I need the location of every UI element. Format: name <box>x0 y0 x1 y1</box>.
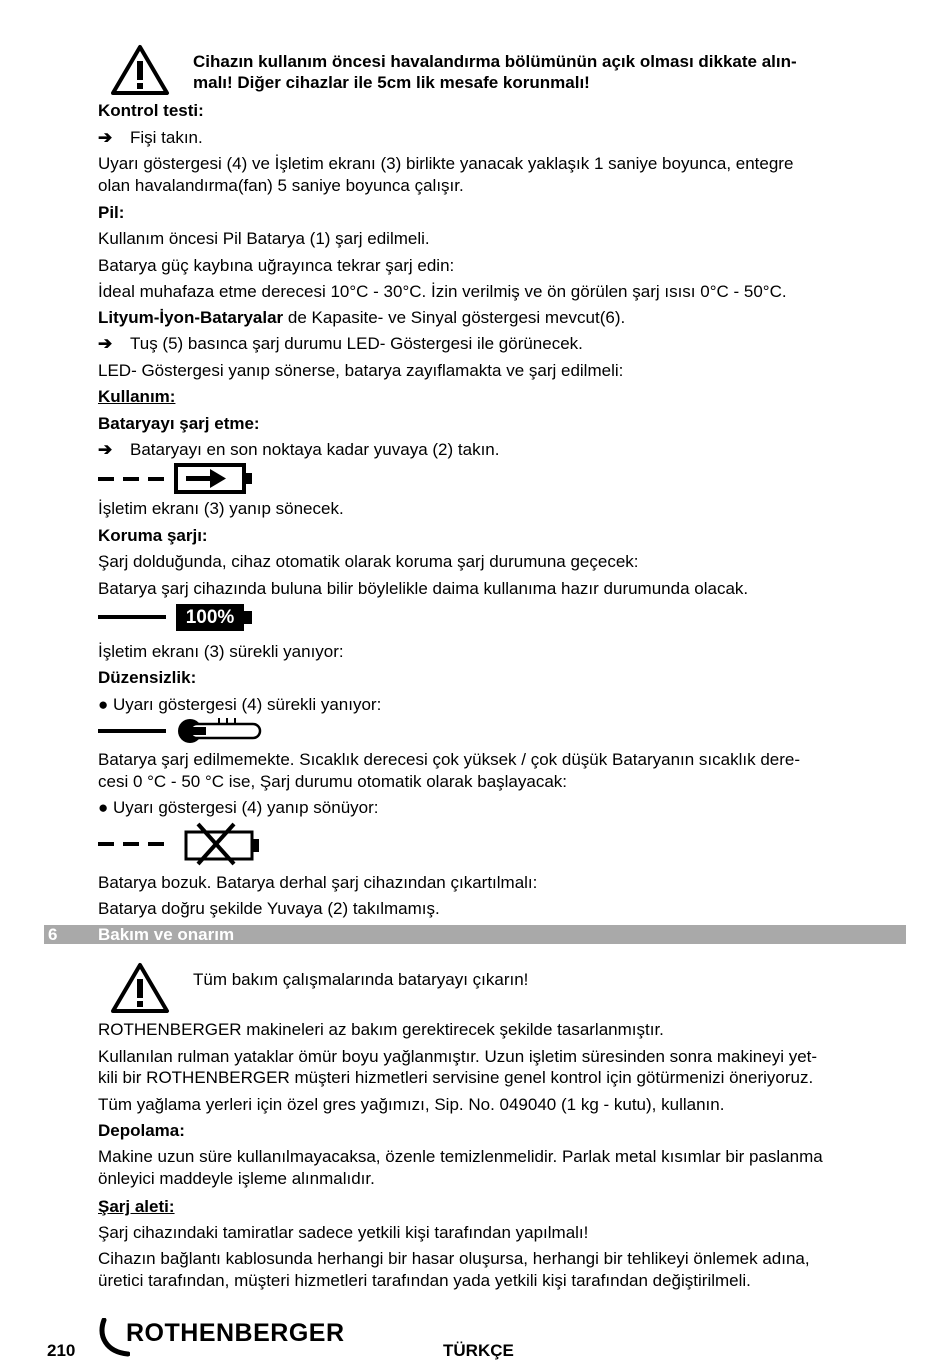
bakim-l1: ROTHENBERGER makineleri az bakım gerektirecek şekilde tasarlanmıştır. <box>98 1020 664 1039</box>
pil-l5 <box>98 333 908 355</box>
duzensizlik-heading: Düzensizlik: <box>98 668 197 687</box>
page-number: 210 <box>47 1341 76 1360</box>
arrow-icon: ➔ <box>98 440 113 459</box>
duzensizlik-p1: Batarya şarj edilmemekte. Sıcaklık derecesi çok yüksek / çok düşük Bataryanın sıcaklık dere- <box>98 750 801 769</box>
pil-l4-rest: de Kapasite- ve Sinyal göstergesi mevcut(6). <box>283 308 626 327</box>
kontrol-p1: Uyarı göstergesi (4) ve İşletim ekranı (3) birlikte yanacak yaklaşık 1 saniye boyunca, entegre <box>98 154 794 173</box>
pil-l6: LED- Göstergesi yanıp sönerse, batarya zayıflamakta ve şarj edilmeli: <box>98 361 624 380</box>
koruma-heading: Koruma şarjı: <box>98 526 208 545</box>
duzensizlik-l4: Batarya doğru şekilde Yuvaya (2) takılmamış. <box>98 899 440 918</box>
kontrol-heading: Kontrol testi: <box>98 101 204 120</box>
duzensizlik-b2: ● Uyarı göstergesi (4) yanıp sönüyor: <box>98 798 379 817</box>
kontrol-step-text: Fişi takın. <box>130 128 203 147</box>
arrow-icon: ➔ <box>98 334 113 353</box>
depolama-l2: önleyici maddeyle işleme alınmalıdır. <box>98 1169 375 1188</box>
koruma-l1: Şarj dolduğunda, cihaz otomatik olarak koruma şarj durumuna geçecek: <box>98 552 639 571</box>
section-title: Bakım ve onarım <box>98 925 235 944</box>
kullanim-step-text: Bataryayı en son noktaya kadar yuvaya (2) takın. <box>130 440 500 459</box>
warning2-text: Tüm bakım çalışmalarında bataryayı çıkarın! <box>193 970 529 989</box>
sarj-l1: Şarj cihazındaki tamiratlar sadece yetkili kişi tarafından yapılmalı! <box>98 1223 589 1242</box>
warning-triangle-icon <box>110 44 170 96</box>
pil-l2: Batarya güç kaybına uğrayınca tekrar şarj edin: <box>98 256 455 275</box>
kullanim-step <box>98 439 908 461</box>
depolama-l1: Makine uzun süre kullanılmayacaksa, özenle temizlenmelidir. Parlak metal kısımlar bir paslanma <box>98 1147 823 1166</box>
warning-triangle-icon <box>110 962 170 1014</box>
bakim-l2a: Kullanılan rulman yataklar ömür boyu yağlanmıştır. Uzun işletim süresinden sonra makineyi yet- <box>98 1047 818 1066</box>
koruma-l2: Batarya şarj cihazında buluna bilir böylelikle daima kullanıma hazır durumunda olacak. <box>98 579 749 598</box>
bakim-l3: Tüm yağlama yerleri için özel gres yağımızı, Sip. No. 049040 (1 kg - kutu), kullanın. <box>98 1095 725 1114</box>
pil-l1: Kullanım öncesi Pil Batarya (1) şarj edilmeli. <box>98 229 430 248</box>
kontrol-p2: olan havalandırma(fan) 5 saniye boyunca çalışır. <box>98 176 464 195</box>
battery-charging-icon <box>98 462 258 496</box>
kullanim-sub: Bataryayı şarj etme: <box>98 414 260 433</box>
section-header <box>44 925 906 944</box>
duzensizlik-p2: cesi 0 °C - 50 °C ise, Şarj durumu otomatik olarak başlayacak: <box>98 772 568 791</box>
section-number: 6 <box>48 925 58 944</box>
kullanim-heading: Kullanım: <box>98 387 176 406</box>
kullanim-after: İşletim ekranı (3) yanıp sönecek. <box>98 499 344 518</box>
battery-defect-icon <box>98 822 268 866</box>
pil-l4 <box>98 307 908 329</box>
arrow-icon: ➔ <box>98 128 113 147</box>
warning-text-line1: Cihazın kullanım öncesi havalandırma bölümünün açık olması dikkate alın- <box>193 52 797 71</box>
brand-logo: ROTHENBERGER <box>126 1319 345 1347</box>
depolama-heading: Depolama: <box>98 1121 185 1140</box>
battery-full-icon: 100% <box>176 604 244 631</box>
bakim-l2b: kili bir ROTHENBERGER müşteri hizmetleri servisine genel kontrol için götürmenizi öneriyoruz. <box>98 1068 814 1087</box>
kontrol-step <box>98 127 908 149</box>
sarj-l2: Cihazın bağlantı kablosunda herhangi bir hasar oluşursa, herhangi bir tehlikeyi önlemek adına, <box>98 1249 810 1268</box>
pil-heading: Pil: <box>98 203 125 222</box>
pil-l4-bold: Lityum-İyon-Bataryalar <box>98 308 284 327</box>
sarj-l3: üretici tarafından, müşteri hizmetleri tarafından yada yetkili kişi tarafından değiştirilmeli. <box>98 1271 751 1290</box>
pil-l3: İdeal muhafaza etme derecesi 10°C - 30°C. İzin verilmiş ve ön görülen şarj ısısı 0°C - 50°C. <box>98 282 787 301</box>
thermometer-icon <box>98 716 268 746</box>
pil-l5-text: Tuş (5) basınca şarj durumu LED- Göstergesi ile görünecek. <box>130 334 583 353</box>
duzensizlik-b1: ● Uyarı göstergesi (4) sürekli yanıyor: <box>98 695 382 714</box>
duzensizlik-l3: Batarya bozuk. Batarya derhal şarj cihazından çıkartılmalı: <box>98 873 538 892</box>
sarj-heading: Şarj aleti: <box>98 1197 175 1216</box>
solid-line <box>98 615 166 619</box>
koruma-after: İşletim ekranı (3) sürekli yanıyor: <box>98 642 344 661</box>
battery-terminal <box>244 611 252 624</box>
language-label: TÜRKÇE <box>443 1341 514 1360</box>
warning-text-line2: malı! Diğer cihazlar ile 5cm lik mesafe korunmalı! <box>193 73 590 92</box>
